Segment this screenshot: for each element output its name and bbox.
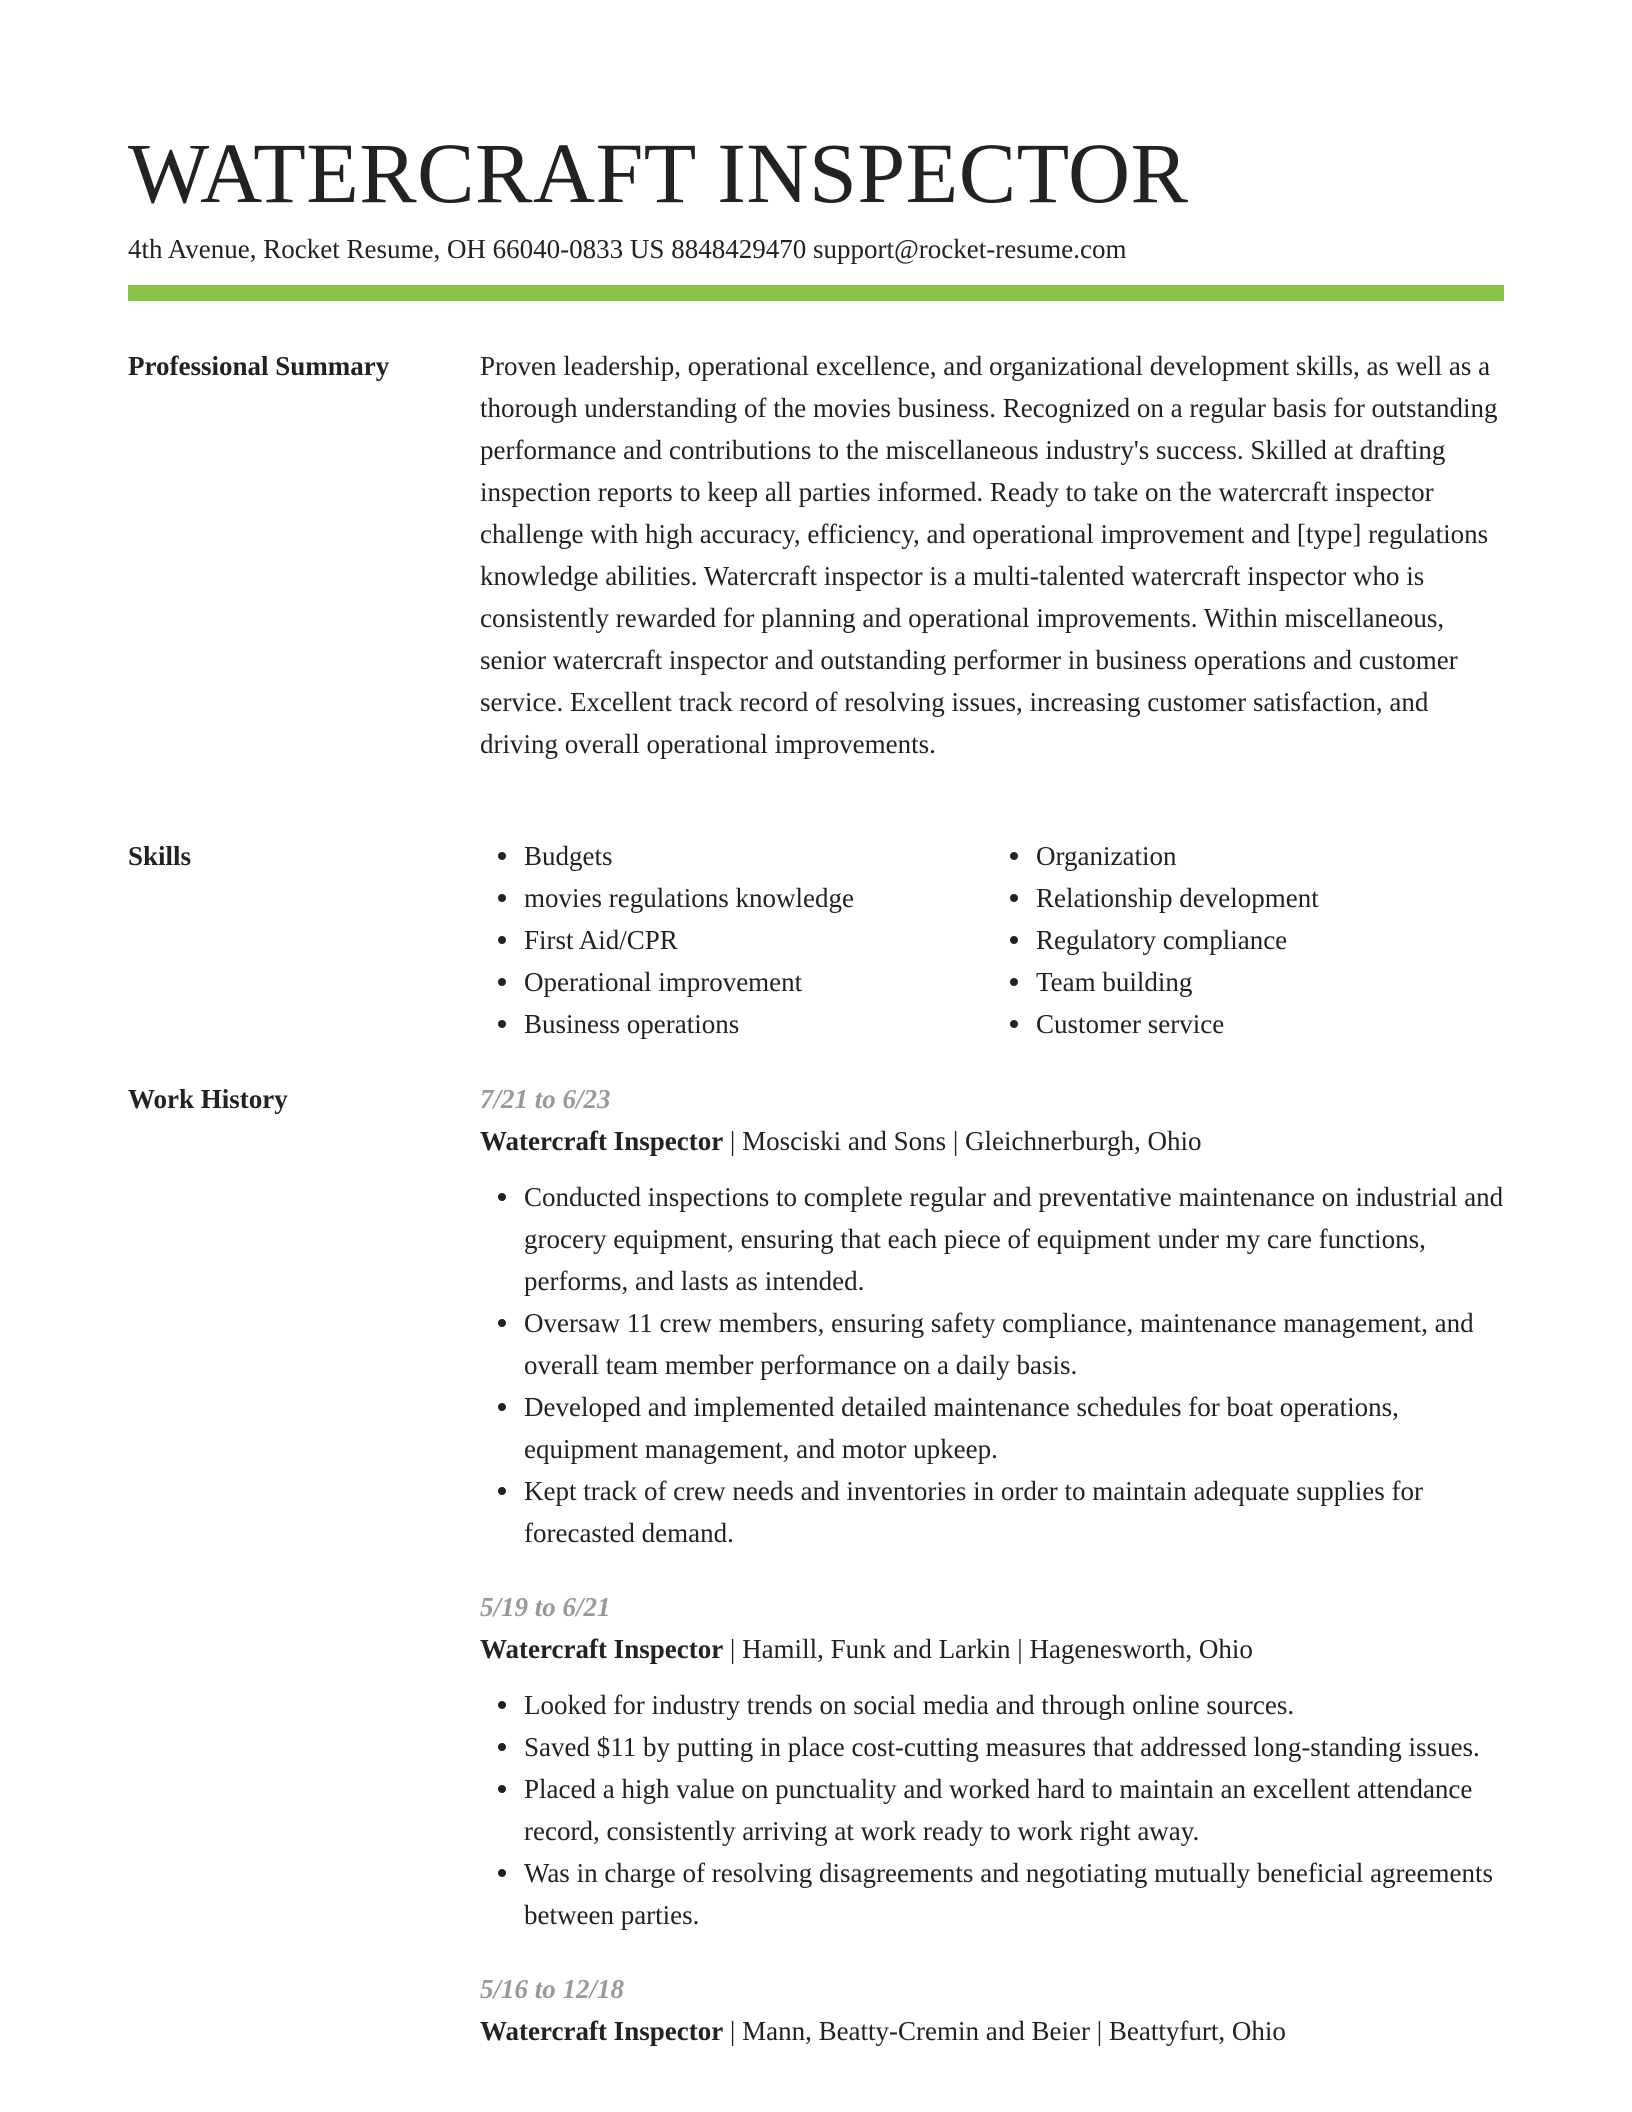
- contact-line: 4th Avenue, Rocket Resume, OH 66040-0833 US 8848429470 support@rocket-resume.com: [128, 234, 1127, 264]
- skill-item: Relationship development: [1036, 877, 1504, 919]
- job-heading: [480, 1120, 1504, 1162]
- section-title-work: Work History: [128, 1084, 288, 1114]
- resume-name: WATERCRAFT INSPECTOR: [128, 125, 1189, 221]
- job-title: Watercraft Inspector: [480, 1634, 724, 1664]
- job-bullets: [480, 1684, 1504, 1936]
- job-bullet: Saved $11 by putting in place cost-cutting measures that addressed long-standing issues.: [524, 1726, 1504, 1768]
- skills-list-left: [480, 835, 992, 1045]
- skill-item: movies regulations knowledge: [524, 877, 992, 919]
- skills-list-right: [992, 835, 1504, 1045]
- skill-item: Organization: [1036, 835, 1504, 877]
- job-entry: [480, 1078, 1504, 1554]
- job-entry: [480, 1968, 1504, 2052]
- job-entry: [480, 1586, 1504, 1936]
- summary-text: Proven leadership, operational excellence, and organizational development skills, as well as a thorough understanding of the movies business. Recognized on a regular basis for outstanding performance and contributions to the miscellaneous industry's success. Skilled at drafting inspection reports to keep all parties informed. Ready to take on the watercraft inspector challenge with high accuracy, efficiency, and operational improvement and [type] regulations knowledge abilities. Watercraft inspector is a multi-talented watercraft inspector who is consistently rewarded for planning and operational improvements. Within miscellaneous, senior watercraft inspector and outstanding performer in business operations and customer service. Excellent track record of resolving issues, increasing customer satisfaction, and driving overall operational improvements.: [480, 351, 1498, 759]
- skill-item: Budgets: [524, 835, 992, 877]
- job-details: | Mosciski and Sons | Gleichnerburgh, Ohio: [723, 1126, 1202, 1156]
- job-bullet: Was in charge of resolving disagreements and negotiating mutually beneficial agreements between parties.: [524, 1852, 1504, 1936]
- skill-item: Business operations: [524, 1003, 992, 1045]
- accent-divider: [128, 285, 1504, 301]
- job-dates: 5/16 to 12/18: [480, 1974, 625, 2004]
- job-dates: 5/19 to 6/21: [480, 1592, 611, 1622]
- job-title: Watercraft Inspector: [480, 1126, 724, 1156]
- skill-item: Customer service: [1036, 1003, 1504, 1045]
- job-bullet: Kept track of crew needs and inventories in order to maintain adequate supplies for forecasted demand.: [524, 1470, 1504, 1554]
- job-bullet: Looked for industry trends on social media and through online sources.: [524, 1684, 1504, 1726]
- job-heading: [480, 2010, 1504, 2052]
- section-title-skills: Skills: [128, 841, 192, 871]
- job-bullet: Developed and implemented detailed maintenance schedules for boat operations, equipment management, and motor upkeep.: [524, 1386, 1504, 1470]
- job-details: | Mann, Beatty-Cremin and Beier | Beattyfurt, Ohio: [723, 2016, 1286, 2046]
- job-dates: 7/21 to 6/23: [480, 1084, 611, 1114]
- job-title: Watercraft Inspector: [480, 2016, 724, 2046]
- job-bullet: Conducted inspections to complete regular and preventative maintenance on industrial and grocery equipment, ensuring that each piece of equipment under my care functions, performs, and lasts as intended.: [524, 1176, 1504, 1302]
- skill-item: Team building: [1036, 961, 1504, 1003]
- skill-item: Regulatory compliance: [1036, 919, 1504, 961]
- job-heading: [480, 1628, 1504, 1670]
- section-title-summary: Professional Summary: [128, 351, 390, 381]
- skill-item: First Aid/CPR: [524, 919, 992, 961]
- job-bullets: [480, 1176, 1504, 1554]
- job-details: | Hamill, Funk and Larkin | Hagenesworth, Ohio: [723, 1634, 1253, 1664]
- skill-item: Operational improvement: [524, 961, 992, 1003]
- job-bullet: Oversaw 11 crew members, ensuring safety compliance, maintenance management, and overall team member performance on a daily basis.: [524, 1302, 1504, 1386]
- job-bullet: Placed a high value on punctuality and worked hard to maintain an excellent attendance record, consistently arriving at work ready to work right away.: [524, 1768, 1504, 1852]
